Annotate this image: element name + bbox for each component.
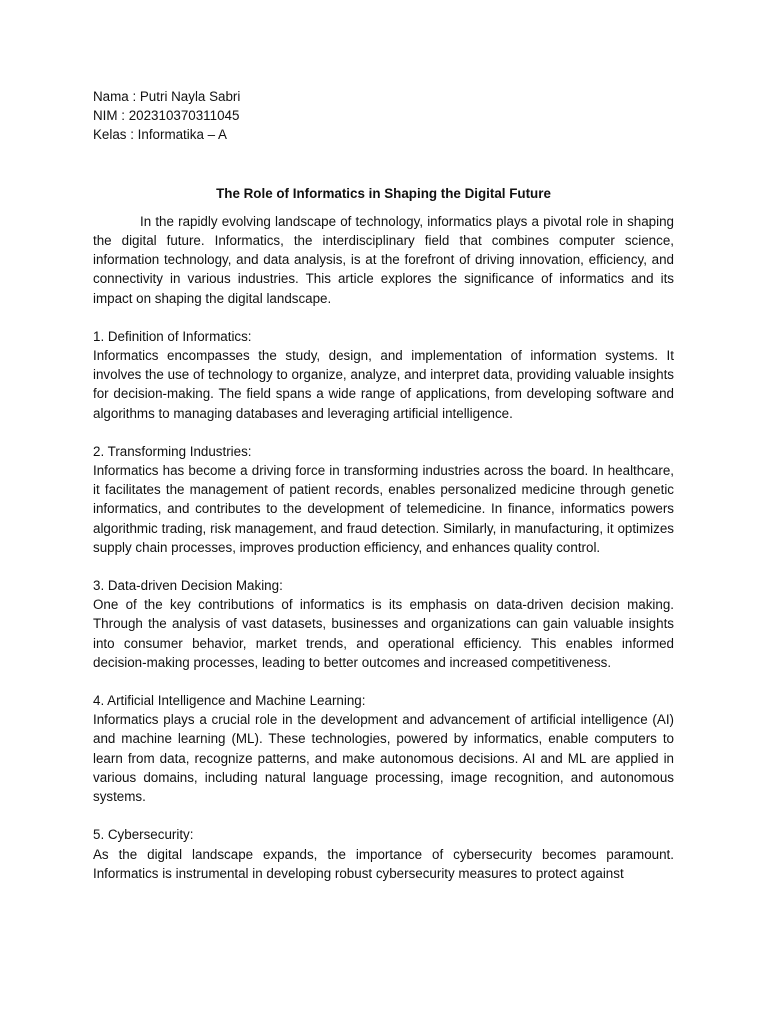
- section-heading: 3. Data-driven Decision Making:: [93, 578, 283, 594]
- section-heading: 1. Definition of Informatics:: [93, 328, 252, 344]
- student-info: [93, 87, 674, 145]
- section-ai-ml: [93, 691, 674, 806]
- section-body: Informatics has become a driving force in transforming industries across the board. In healthcare, it facilitates the management of patient records, enables personalized medicine through genetic informatics, and contributes to the development of telemedicine. In finance, informatics powers algorithmic trading, risk management, and fraud detection. Similarly, in manufacturing, it optimizes supply chain processes, improves production efficiency, and enhances quality control.: [93, 463, 674, 555]
- section-data-driven: [93, 576, 674, 672]
- section-heading: 2. Transforming Industries:: [93, 443, 252, 459]
- section-definition: [93, 327, 674, 423]
- document-page: [93, 87, 674, 883]
- article-title: The Role of Informatics in Shaping the Digital Future: [216, 185, 551, 201]
- student-nim: NIM : 202310370311045: [93, 108, 240, 124]
- section-body: One of the key contributions of informatics is its emphasis on data-driven decision making. Through the analysis of vast datasets, businesses and organizations can gain valuable insights into consumer behavior, market trends, and operational efficiency. This enables informed decision-making processes, leading to better outcomes and increased competitiveness.: [93, 597, 674, 670]
- section-cybersecurity: [93, 825, 674, 883]
- student-name: Nama : Putri Nayla Sabri: [93, 89, 241, 104]
- section-transforming-industries: [93, 442, 674, 557]
- section-body: Informatics plays a crucial role in the development and advancement of artificial intelligence (AI) and machine learning (ML). These technologies, powered by informatics, enable computers to learn from data, recognize patterns, and make autonomous decisions. AI and ML are applied in various domains, including natural language processing, image recognition, and autonomous systems.: [93, 712, 674, 805]
- intro-paragraph: In the rapidly evolving landscape of technology, informatics plays a pivotal role in shaping the digital future. Informatics, the interdisciplinary field that combines computer science, information technology, and data analysis, is at the forefront of driving innovation, efficiency, and connectivity in various industries. This article explores the significance of informatics and its impact on shaping the digital landscape.: [93, 213, 674, 306]
- section-body: As the digital landscape expands, the importance of cybersecurity becomes paramount. Informatics is instrumental in developing robust cybersecurity measures to protect against: [93, 846, 674, 881]
- section-heading: 5. Cybersecurity:: [93, 827, 194, 843]
- section-body: Informatics encompasses the study, design, and implementation of information systems. It involves the use of technology to organize, analyze, and interpret data, providing valuable insights for decision-making. The field spans a wide range of applications, from developing software and algorithms to managing databases and leveraging artificial intelligence.: [93, 348, 674, 421]
- section-heading: 4. Artificial Intelligence and Machine Learning:: [93, 693, 366, 709]
- student-class: Kelas : Informatika – A: [93, 127, 227, 143]
